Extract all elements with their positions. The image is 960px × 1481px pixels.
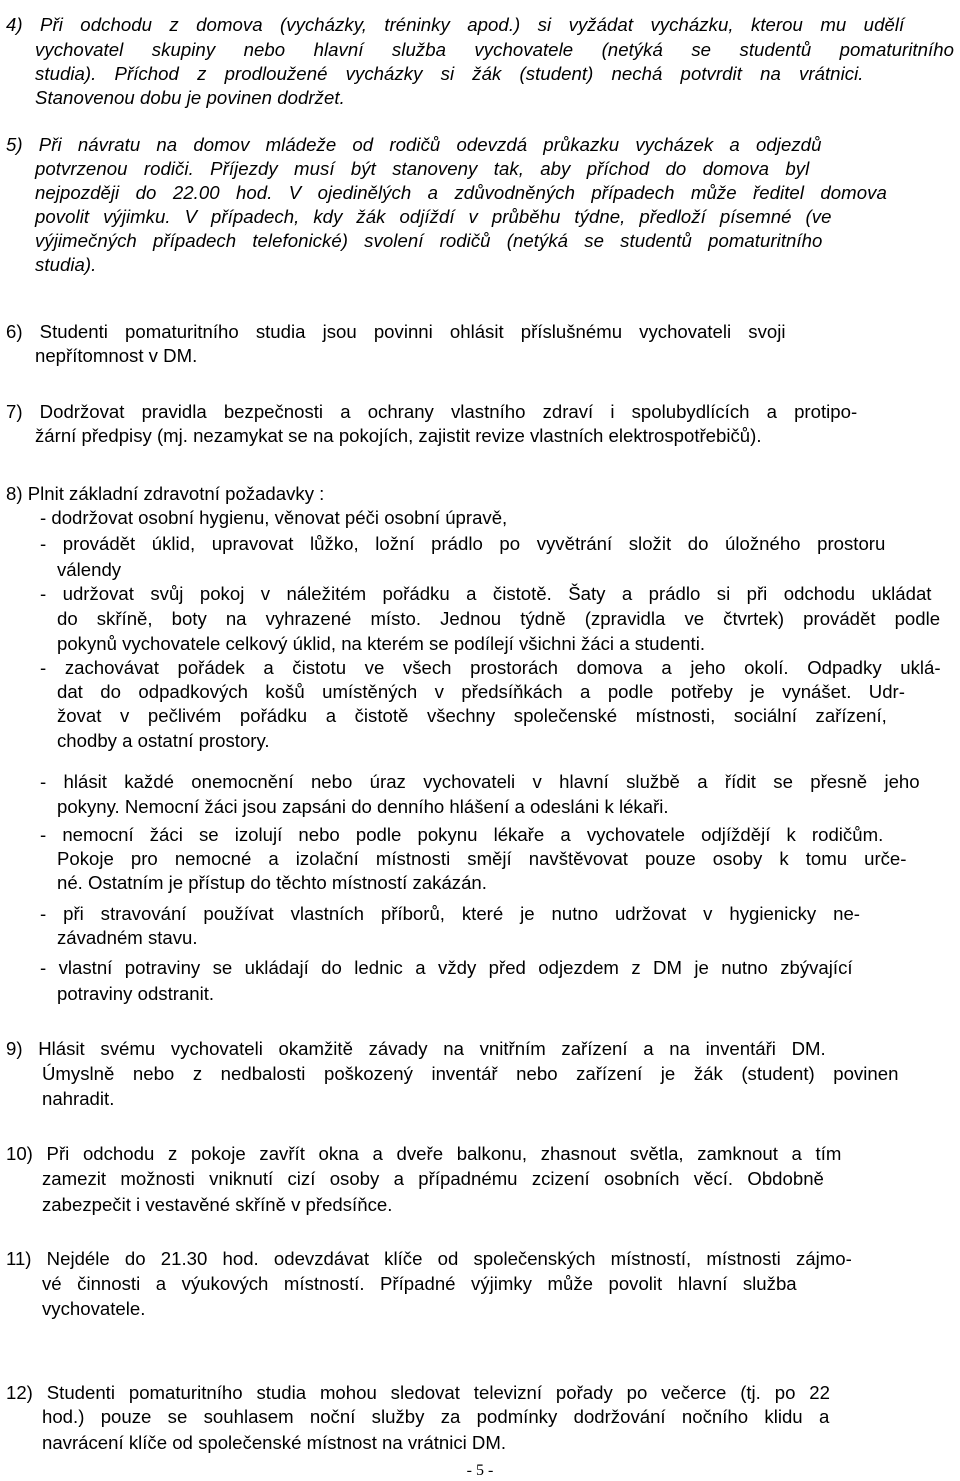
text-line: - při stravování používat vlastních příborů, které je nutno udržovat v hygienicky ne- — [40, 903, 860, 924]
text-line: výjimečných případech telefonické) svolení rodičů (netýká se studentů pomaturitního — [35, 230, 823, 251]
text-line: do skříně, boty na vyhrazené místo. Jednou týdně (zpravidla ve čtvrtek) provádět podle — [57, 608, 941, 629]
text-line: nejpozději do 22.00 hod. V ojedinělých a zdůvodněných případech může ředitel domova — [35, 182, 887, 203]
text-line: povolit výjimku. V případech, kdy žák odjíždí v průběhu týdne, předloží písemné (ve — [35, 206, 832, 227]
text-line: 6) Studenti pomaturitního studia jsou povinni ohlásit příslušnému vychovateli svoji — [6, 321, 786, 342]
text-line: závadném stavu. — [57, 927, 198, 948]
text-line: Stanovenou dobu je povinen dodržet. — [35, 87, 345, 108]
text-line: pokynů vychovatele celkový úklid, na kterém se podílejí všichni žáci a studenti. — [57, 633, 706, 654]
text-line: - udržovat svůj pokoj v náležitém pořádku a čistotě. Šaty a prádlo si při odchodu ukládat — [40, 583, 932, 604]
text-line: 10) Při odchodu z pokoje zavřít okna a dveře balkonu, zhasnout světla, zamknout a tím — [6, 1143, 842, 1164]
text-line: potraviny odstranit. — [57, 983, 215, 1004]
text-line: 7) Dodržovat pravidla bezpečnosti a ochrany vlastního zdraví i spolubydlících a protipo- — [6, 401, 858, 422]
text-line: Pokoje pro nemocné a izolační místnosti smějí navštěvovat pouze osoby k tomu urče- — [57, 848, 907, 869]
text-line: nepřítomnost v DM. — [35, 345, 198, 366]
text-line: - zachovávat pořádek a čistotu ve všech prostorách domova a jeho okolí. Odpadky uklá- — [40, 657, 941, 678]
text-line: 4) Při odchodu z domova (vycházky, tréninky apod.) si vyžádat vycházku, kterou mu udělí — [6, 14, 905, 35]
text-line: 9) Hlásit svému vychovateli okamžitě závady na vnitřním zařízení a na inventáři DM. — [6, 1038, 826, 1059]
text-line: nahradit. — [42, 1088, 115, 1109]
text-line: chodby a ostatní prostory. — [57, 730, 270, 751]
text-line: vychovatel skupiny nebo hlavní služba vychovatele (netýká se studentů pomaturitního — [35, 39, 954, 60]
text-line: - provádět úklid, upravovat lůžko, ložní prádlo po vyvětrání složit do úložného prostoru — [40, 533, 886, 554]
text-line: - hlásit každé onemocnění nebo úraz vychovateli v hlavní službě a řídit se přesně jeho — [40, 771, 920, 792]
text-line: dat do odpadkových košů umístěných v předsíňkách a podle potřeby je vynášet. Udr- — [57, 681, 905, 702]
text-line: Úmyslně nebo z nedbalosti poškozený inventář nebo zařízení je žák (student) povinen — [42, 1063, 899, 1084]
text-line: navrácení klíče od společenské místnost na vrátnici DM. — [42, 1432, 507, 1453]
text-line: - dodržovat osobní hygienu, věnovat péči osobní úpravě, — [40, 507, 508, 528]
text-line: zabezpečit i vestavěné skříně v předsíňce. — [42, 1194, 393, 1215]
text-line: - nemocní žáci se izolují nebo podle pokynu lékaře a vychovatele odjíždějí k rodičům. — [40, 824, 884, 845]
text-line: vé činnosti a výukových místností. Případné výjimky může povolit hlavní služba — [42, 1273, 797, 1294]
text-line: žární předpisy (mj. nezamykat se na pokojích, zajistit revize vlastních elektrospotřebičů). — [35, 425, 762, 446]
text-line: zamezit možnosti vniknutí cizí osoby a případnému zcizení osobních věcí. Obdobně — [42, 1168, 824, 1189]
text-line: hod.) pouze se souhlasem noční služby za podmínky dodržování nočního klidu a — [42, 1406, 830, 1427]
text-line: studia). Příchod z prodloužené vycházky si žák (student) nechá potvrdit na vrátnici. — [35, 63, 864, 84]
text-line: válendy — [57, 559, 122, 580]
text-line: né. Ostatním je přístup do těchto místností zakázán. — [57, 872, 487, 893]
text-line: 5) Při návratu na domov mládeže od rodičů odevzdá průkazku vycházek a odjezdů — [6, 134, 822, 155]
text-line: studia). — [35, 254, 97, 275]
text-line: 8) Plnit základní zdravotní požadavky : — [6, 483, 325, 504]
text-line: 11) Nejdéle do 21.30 hod. odevzdávat klíče od společenských místností, místnosti zájmo- — [6, 1248, 852, 1269]
text-line: vychovatele. — [42, 1298, 146, 1319]
page-number: - 5 - — [466, 1462, 494, 1479]
text-line: 12) Studenti pomaturitního studia mohou sledovat televizní pořady po večerce (tj. po 22 — [6, 1382, 830, 1403]
text-line: - vlastní potraviny se ukládají do lednic a vždy před odjezdem z DM je nutno zbývající — [40, 957, 853, 978]
text-line: pokyny. Nemocní žáci jsou zapsáni do denního hlášení a odesláni k lékaři. — [57, 796, 669, 817]
text-line: žovat v pečlivém pořádku a čistotě všechny společenské místnosti, sociální zařízení, — [57, 705, 887, 726]
text-line: potvrzenou rodiči. Příjezdy musí být stanoveny tak, aby příchod do domova byl — [35, 158, 810, 179]
